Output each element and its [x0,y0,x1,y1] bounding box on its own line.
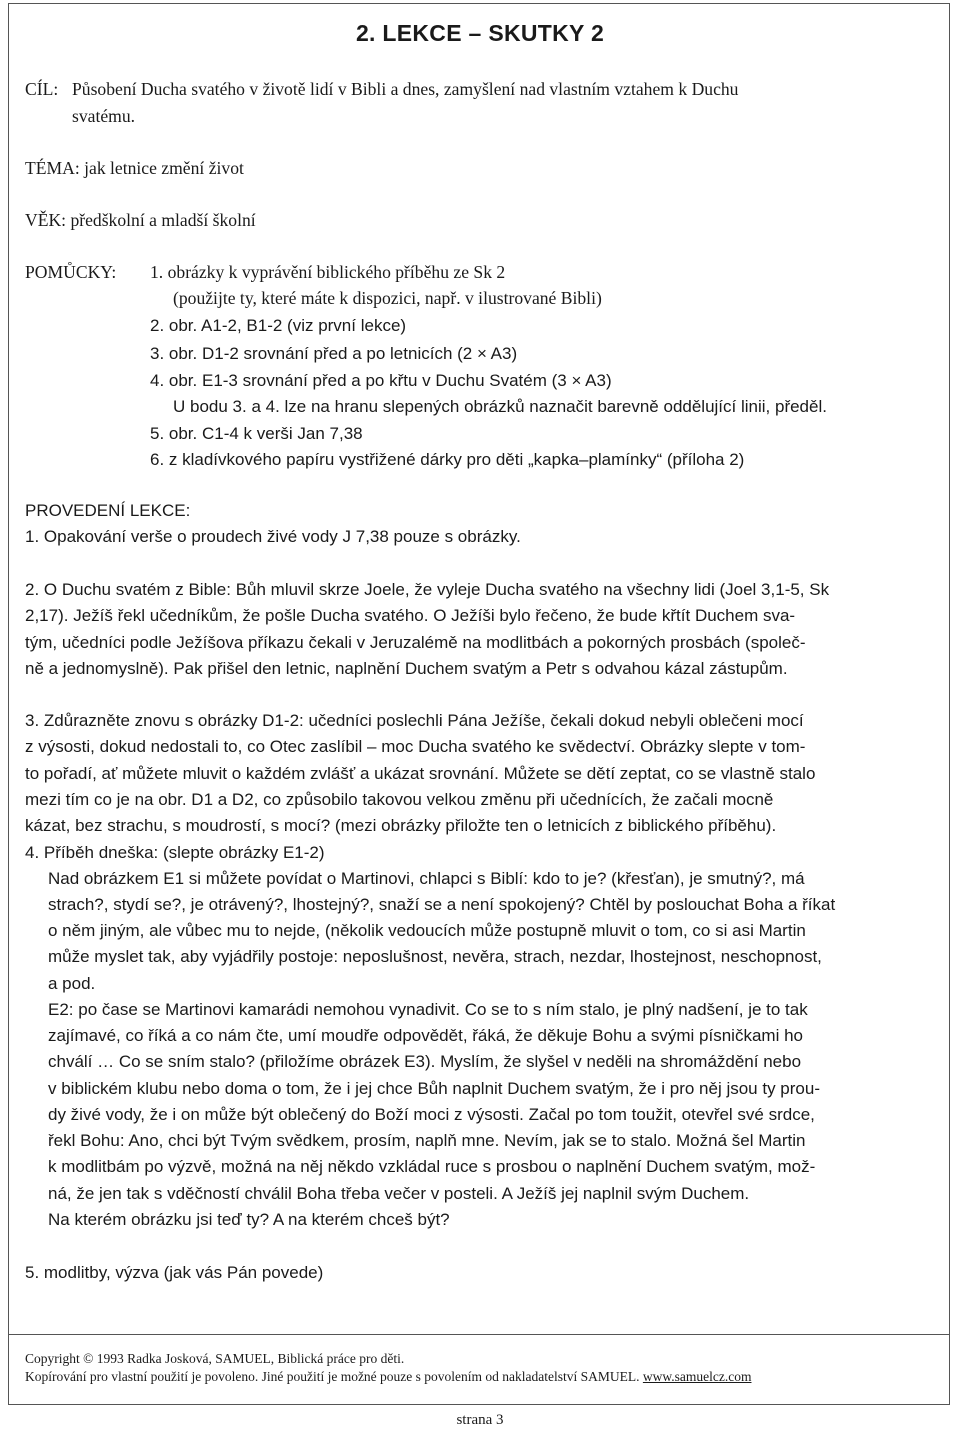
provedeni-point-4-line: může myslet tak, aby vyjádřily postoje: neposlušnost, nevěra, strach, nezdar, lhostejnost, neschopnost, [48,947,822,966]
pomucky-item-4-note: U bodu 3. a 4. lze na hranu slepených obrázků naznačit barevně oddělující linii, předěl. [173,397,827,416]
provedeni-point-4-line: dy živé vody, že i on může být oblečený do Boží moci z výsosti. Začal po tom toužit, otevřel své srdce, [48,1105,815,1124]
provedeni-point-5: 5. modlitby, výzva (jak vás Pán povede) [25,1263,324,1282]
provedeni-point-1: 1. Opakování verše o proudech živé vody J 7,38 pouze s obrázky. [25,527,521,546]
provedeni-point-4-heading: 4. Příběh dneška: (slepte obrázky E1-2) [25,843,325,862]
pomucky-item-2: 2. obr. A1-2, B1-2 (viz první lekce) [150,316,407,335]
provedeni-point-3-line: mezi tím co je na obr. D1 a D2, co způsobilo takovou velkou změnu při učednících, že začali mocně [25,790,774,809]
provedeni-heading: PROVEDENÍ LEKCE: [25,501,191,520]
provedeni-point-4-line: a pod. [48,974,96,993]
footer-website-link[interactable]: www.samuelcz.com [642,1369,752,1384]
page-number: strana 3 [456,1412,504,1428]
provedeni-point-3-line: z výsosti, dokud nedostali to, co Otec zaslíbil – moc Ducha svatého ke svědectví. Obrázky slepte v tom- [25,737,806,756]
provedeni-point-4-line: E2: po čase se Martinovi kamarádi nemohou vynadivit. Co se to s ním stalo, je plný nadšení, je to tak [48,1000,808,1019]
provedeni-point-4-line: zajímavé, co říká a co nám čte, umí moudře odpovědět, řáká, že děkuje Bohu a svými písničkami ho [48,1026,803,1045]
provedeni-point-2-line: 2,17). Ježíš řekl učedníkům, že pošle Ducha svatého. O Ježíši bylo řečeno, že bude křtít Duchem sva- [25,606,796,625]
pomucky-label: POMŮCKY: [25,262,117,282]
footer-notice [25,1368,751,1386]
provedeni-point-3-line: kázat, bez strachu, s moudrostí, s mocí? (mezi obrázky přiložte ten o letnicích z biblického příběhu). [25,816,777,835]
provedeni-point-4-line: Nad obrázkem E1 si můžete povídat o Martinovi, chlapci s Biblí: kdo to je? (křesťan), je smutný?, má [48,869,805,888]
provedeni-point-2-line: 2. O Duchu svatém z Bible: Bůh mluvil skrze Joele, že vyleje Ducha svatého na všechny lidi (Joel 3,1-5, Sk [25,580,830,599]
provedeni-point-4-line: o něm jiným, ale vůbec mu to nejde, (několik vedoucích může postupně mluvit o tom, co si asi Martin [48,921,806,940]
pomucky-item-1: 1. obrázky k vyprávění biblického příběhu ze Sk 2 [150,262,506,282]
provedeni-point-4-line: v biblickém klubu nebo doma o tom, že i jej chce Bůh naplnit Duchem svatým, že i pro něj jsou ty prou- [48,1079,820,1098]
pomucky-item-6: 6. z kladívkového papíru vystřižené dárky pro děti „kapka–plamínky“ (příloha 2) [150,450,745,469]
provedeni-point-4-line: Na kterém obrázku jsi teď ty? A na kterém chceš být? [48,1210,450,1229]
pomucky-item-4: 4. obr. E1-3 srovnání před a po křtu v Duchu Svatém (3 × A3) [150,371,612,390]
provedeni-point-3-line: 3. Zdůrazněte znovu s obrázky D1-2: učedníci poslechli Pána Ježíše, čekali dokud nebyli oblečeni mocí [25,711,804,730]
tema-line: TÉMA: jak letnice změní život [25,158,244,178]
provedeni-point-4-line: chválí … Co se sním stalo? (přiložíme obrázek E3). Myslím, že slyšel v neděli na shromáždění nebo [48,1052,802,1071]
pomucky-item-3: 3. obr. D1-2 srovnání před a po letnicích (2 × A3) [150,344,518,363]
footer-divider [8,1334,950,1335]
cil-text-line2: svatému. [72,106,136,126]
provedeni-point-2-line: ně a jednomyslně). Pak přišel den letnic, naplnění Duchem svatým a Petr s odvahou kázal zástupům. [25,659,788,678]
provedeni-point-4-line: strach?, stydí se?, je otrávený?, lhostejný?, snaží se a není spokojený? Chtěl by poslouchat Boha a říkat [48,895,836,914]
provedeni-point-4-line: k modlitbám po výzvě, možná na něj někdo vzkládal ruce s prosbou o naplnění Duchem svatým, mož- [48,1157,816,1176]
provedeni-point-4-line: ná, že jen tak s vděčností chválil Boha třeba večer v posteli. A Ježíš jej naplnil svým Duchem. [48,1184,750,1203]
page-title: 2. LEKCE – SKUTKY 2 [355,20,605,46]
provedeni-point-2-line: tým, učedníci podle Ježíšova příkazu čekali v Jeruzalémě na modlitbách a pokorných prosbách (společ- [25,633,806,652]
footer-notice-text: Kopírování pro vlastní použití je povoleno. Jiné použití je možné pouze s povolením od nakladatelství SAMUEL. [25,1369,640,1384]
provedeni-point-4-line: řekl Bohu: Ano, chci být Tvým svědkem, prosím, naplň mne. Nevím, jak se to stalo. Možná šel Martin [48,1131,806,1150]
pomucky-item-1-note: (použijte ty, které máte k dispozici, např. v ilustrované Bibli) [173,288,602,308]
footer-copyright: Copyright © 1993 Radka Josková, SAMUEL, Biblická práce pro děti. [25,1351,405,1366]
cil-text-line1: Působení Ducha svatého v životě lidí v Bibli a dnes, zamyšlení nad vlastním vztahem k Duchu [72,79,739,99]
cil-label: CÍL: [25,79,59,99]
provedeni-point-3-line: to pořadí, ať můžete mluvit o každém zvlášť a ukázat srovnání. Můžete se dětí zeptat, co se vlastně stalo [25,764,816,783]
vek-line: VĚK: předškolní a mladší školní [25,210,256,230]
pomucky-item-5: 5. obr. C1-4 k verši Jan 7,38 [150,424,363,443]
